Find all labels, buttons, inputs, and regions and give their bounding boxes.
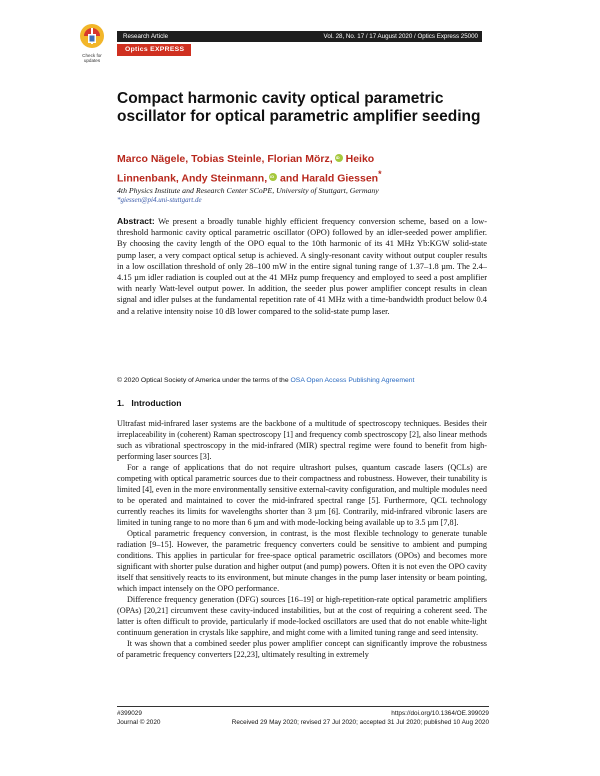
orcid-icon[interactable] [335, 154, 343, 162]
section-heading [117, 398, 181, 408]
body-text [117, 418, 487, 660]
author-list [117, 152, 492, 186]
authors-line2b: and Harald Giessen [280, 172, 379, 184]
publication-dates: Received 29 May 2020; revised 27 Jul 2020; accepted 31 Jul 2020; published 10 Aug 2020 [231, 719, 489, 726]
abstract-label: Abstract: [117, 216, 155, 226]
page-footer [117, 706, 489, 727]
section-number: 1. [117, 398, 125, 408]
doi-link[interactable]: https://doi.org/10.1364/OE.399029 [391, 710, 489, 717]
manuscript-id: #399029 [117, 710, 142, 717]
svg-text:Check for: Check for [82, 53, 102, 58]
orcid-icon[interactable] [269, 173, 277, 181]
authors-line2a: Linnenbank, Andy Steinmann, [117, 172, 268, 184]
abstract-text: We present a broadly tunable highly efficient frequency conversion scheme, based on a low-threshold harmonic cavity optical parametric oscillator (OPO) followed by an idler-seeded power amplifier. By choosing the cavity length of the OPO equal to the 10th harmonic of its 41 MHz Yb:KGW solid-state pump laser, a very compact optical setup is achieved. A singly-resonant cavity without output coupler results in a low oscillation threshold of only 28–100 mW in the entire signal tuning range of 1.37–1.8 µm. The 2.4–4.15 µm idler radiation is coupled out at the 41 MHz pump frequency and employed to seed a post amplifier with nearly Watt-level output power. In addition, the seeder plus power amplifier concept results in clean signal and idler pulses at the fundamental repetition rate of 41 MHz with a time-bandwidth product below 0.4 and a relative intensity noise 10 dB lower compared to the solid-state pump laser. [117, 217, 487, 316]
paper-title: Compact harmonic cavity optical parametric oscillator for optical parametric amplifier seeding [117, 90, 481, 125]
crossmark-icon [75, 22, 109, 68]
crossmark-badge[interactable] [75, 22, 109, 68]
journal-name: Optics EXPRESS [125, 46, 185, 53]
affiliation: 4th Physics Institute and Research Center SCoPE, University of Stuttgart, Germany [117, 186, 379, 195]
article-type: Research Article [123, 32, 169, 40]
authors-line1: Marco Nägele, Tobias Steinle, Florian Mörz, [117, 153, 333, 165]
email-link[interactable]: *giessen@pi4.uni-stuttgart.de [117, 196, 202, 204]
svg-text:updates: updates [83, 58, 101, 63]
citation: Vol. 28, No. 17 / 17 August 2020 / Optics Express 25000 [323, 32, 478, 40]
paragraph: It was shown that a combined seeder plus power amplifier concept can significantly improve the robustness of parametric frequency converters [22,23], ultimately resulting in extremely [117, 639, 487, 659]
header-bar [117, 31, 482, 42]
paragraph: Difference frequency generation (DFG) sources [16–19] or high-repetition-rate optical parametric amplifiers (OPAs) [20,21] circumvent these cavity-induced instabilities, but at the cost of requiring a coherent seed. The latter is often difficult to provide, particularly if mode-locked oscillators are used that do not enable white-light continuum generation in crystals like sapphire, and might come with a limited tuning range and seed intensity. [117, 595, 487, 637]
authors-line1b: Heiko [345, 153, 375, 165]
section-title: Introduction [131, 398, 182, 408]
paragraph: For a range of applications that do not require ultrashort pulses, quantum cascade lasers (QCLs) are competing with optical parametric sources due to their compactness and robustness. However, their tunability is limited [4], even in the more environmentally sensitive external-cavity configuration, and multiple modules need to be operated and maintained to cover the mid-infrared spectral range [5]. Furthermore, QCL technology currently reaches its limits for wavelengths shorter than 3 µm [6]. Contrarily, mid-infrared vibronic lasers are limited in tuning range to no more than 6 µm and with mode-locking being available up to 3.5 µm [7,8]. [117, 463, 487, 527]
paragraph: Optical parametric frequency conversion, in contrast, is the most flexible technology to generate tunable radiation [9–15]. However, the parametric frequency converters could be sensitive to ambient and pumping conditions. This applies in particular for free-space optical parametric oscillators (OPOs) and becomes more significant with shorter pulse duration and higher output (and pump) powers. Often it is not even the OPO cavity itself that sensitively reacts to its environment, but minute changes in the pump laser intensity or beam pointing, which impact intensely on the OPO performance. [117, 529, 487, 593]
copyright-link[interactable]: OSA Open Access Publishing Agreement [290, 377, 415, 384]
journal-logo [117, 44, 191, 56]
corresponding-star: * [378, 168, 382, 179]
copyright-text: © 2020 Optical Society of America under the terms of the [117, 377, 289, 384]
paragraph: Ultrafast mid-infrared laser systems are the backbone of a multitude of spectroscopy techniques. Besides their irreplaceability in (coherent) Raman spectroscopy [1] and frequency comb spectroscopy [2], also linear methods such as vibrational spectroscopy in the mid-infrared (MIR) spectral regime were found to benefit from high-performing laser sources [3]. [117, 419, 487, 461]
copyright-notice [117, 377, 492, 384]
journal-copyright: Journal © 2020 [117, 719, 161, 726]
abstract [117, 216, 487, 317]
